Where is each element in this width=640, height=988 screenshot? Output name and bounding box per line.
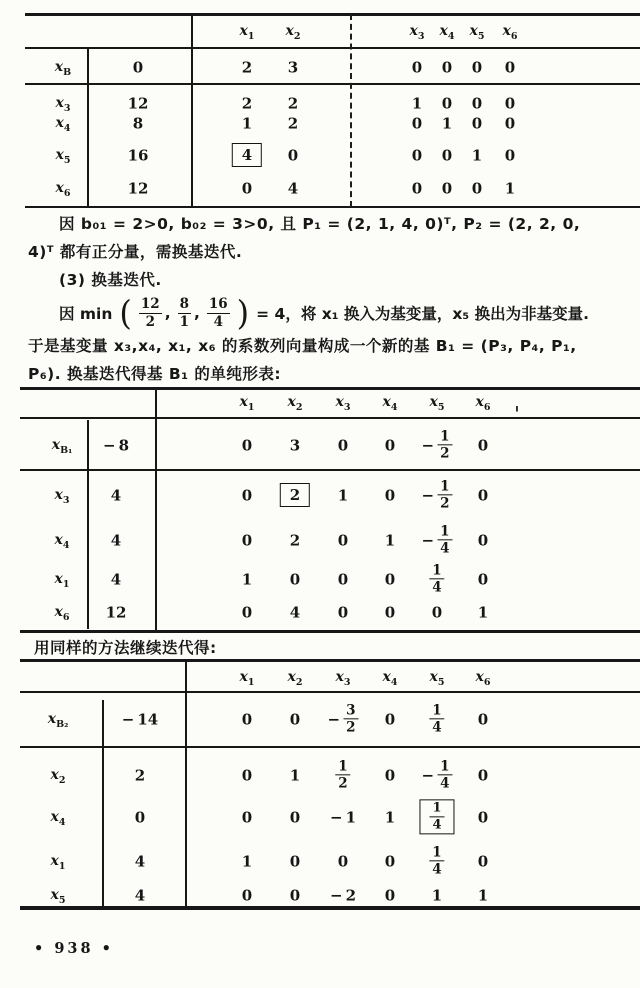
table-rule bbox=[185, 660, 188, 908]
row-value: 4 bbox=[134, 852, 146, 871]
table-cell: − 1 bbox=[329, 808, 357, 827]
table-cell: 0 bbox=[441, 146, 453, 165]
row-value: 12 bbox=[127, 94, 149, 113]
row-value: 4 bbox=[110, 570, 122, 589]
table-cell: − $\frac{3}{2}$ bbox=[328, 703, 359, 734]
table-cell: 0 bbox=[411, 58, 423, 77]
table-cell: 0 bbox=[477, 486, 489, 505]
row-label: $x_{B_1}$ bbox=[51, 436, 73, 457]
table-cell: 0 bbox=[289, 808, 301, 827]
table-cell: 0 bbox=[441, 58, 453, 77]
column-header: $x_4$ bbox=[439, 22, 455, 43]
table-cell: 0 bbox=[241, 531, 253, 550]
ratio-12-2: 12 2 bbox=[140, 296, 160, 330]
pivot-box: $\frac{1}{4}$ bbox=[419, 799, 454, 834]
table-cell: 1 bbox=[241, 570, 253, 589]
table-cell: 0 bbox=[384, 766, 396, 785]
row-value: 0 bbox=[134, 808, 146, 827]
column-header: $x_5$ bbox=[429, 668, 445, 689]
table-cell: 0 bbox=[471, 179, 483, 198]
table-cell: 1 bbox=[504, 179, 516, 198]
table-cell: 0 bbox=[504, 146, 516, 165]
table-cell: 0 bbox=[477, 531, 489, 550]
para-positive-components-line1: 因 b₀₁ = 2>0, b₀₂ = 3>0, 且 P₁ = (2, 1, 4, 0)ᵀ, P₂ = (2, 2, 0, bbox=[59, 215, 581, 233]
row-label: $x_5$ bbox=[50, 886, 66, 907]
column-header: $x_3$ bbox=[409, 22, 425, 43]
table-cell: 0 bbox=[411, 114, 423, 133]
table-cell: 0 bbox=[384, 570, 396, 589]
column-header: $x_4$ bbox=[382, 393, 398, 414]
table-cell: 0 bbox=[477, 808, 489, 827]
table-cell: 0 bbox=[241, 179, 253, 198]
table-cell: 0 bbox=[504, 114, 516, 133]
row-label: $x_3$ bbox=[55, 94, 71, 115]
row-value: 0 bbox=[132, 58, 144, 77]
table-cell: 0 bbox=[337, 852, 349, 871]
table-cell: 0 bbox=[241, 486, 253, 505]
step3-heading: (3) 换基迭代. bbox=[59, 271, 162, 289]
table-cell: $\frac{1}{4}$ bbox=[429, 703, 444, 734]
table-cell: 0 bbox=[241, 436, 253, 455]
row-value: 12 bbox=[105, 603, 127, 622]
table-rule bbox=[20, 906, 640, 910]
column-header: $x_5$ bbox=[429, 393, 445, 414]
table-cell: 0 bbox=[241, 766, 253, 785]
row-value: 4 bbox=[110, 531, 122, 550]
row-label: $x_4$ bbox=[50, 808, 66, 829]
continue-iteration-line: 用同样的方法继续迭代得: bbox=[34, 639, 217, 657]
table-cell: 2 bbox=[289, 531, 301, 550]
column-header: $x_4$ bbox=[382, 668, 398, 689]
table-rule bbox=[20, 691, 640, 693]
row-value: − 14 bbox=[121, 710, 159, 729]
table-cell: 3 bbox=[289, 436, 301, 455]
para-new-basis-line1: 于是基变量 x₃,x₄, x₁, x₆ 的系数列向量构成一个新的基 B₁ = (P₃, P₄, P₁, bbox=[28, 337, 577, 355]
table-cell: 0 bbox=[337, 531, 349, 550]
column-header: $x_1$ bbox=[239, 668, 255, 689]
table-rule bbox=[102, 700, 104, 906]
table-cell: − $\frac{1}{4}$ bbox=[422, 524, 453, 555]
pivot-box: 2 bbox=[280, 483, 310, 507]
para-positive-components-line2: 4)ᵀ 都有正分量，需换基迭代. bbox=[28, 243, 243, 261]
table-cell: 1 bbox=[289, 766, 301, 785]
table-cell: 0 bbox=[241, 603, 253, 622]
row-label: $x_3$ bbox=[54, 486, 70, 507]
row-label: $x_2$ bbox=[50, 766, 66, 787]
table-cell: 0 bbox=[241, 808, 253, 827]
table-cell: $\frac{1}{4}$ bbox=[429, 845, 444, 876]
table-cell: 0 bbox=[384, 886, 396, 905]
table-cell: 0 bbox=[477, 710, 489, 729]
table-cell: 1 bbox=[241, 114, 253, 133]
table-cell: 0 bbox=[477, 436, 489, 455]
table-cell: 0 bbox=[289, 710, 301, 729]
row-value: 4 bbox=[110, 486, 122, 505]
table-cell: 2 bbox=[287, 94, 299, 113]
table-cell: 0 bbox=[431, 603, 443, 622]
table-cell: 1 bbox=[441, 114, 453, 133]
table-cell: 0 bbox=[477, 852, 489, 871]
column-header: $x_2$ bbox=[287, 668, 303, 689]
row-value: 2 bbox=[134, 766, 146, 785]
table-cell bbox=[419, 799, 454, 834]
table-rule bbox=[20, 746, 640, 748]
table-cell: 0 bbox=[441, 179, 453, 198]
table-cell: 0 bbox=[411, 146, 423, 165]
table-cell: 4 bbox=[289, 603, 301, 622]
table-cell: 2 bbox=[241, 58, 253, 77]
table-cell: 0 bbox=[337, 436, 349, 455]
table-cell: 0 bbox=[504, 58, 516, 77]
table-cell: 2 bbox=[241, 94, 253, 113]
open-paren: ( bbox=[119, 293, 132, 333]
table-cell: − 2 bbox=[329, 886, 357, 905]
table-cell: − $\frac{1}{2}$ bbox=[422, 479, 453, 510]
column-header: $x_2$ bbox=[287, 393, 303, 414]
table-cell: − $\frac{1}{4}$ bbox=[422, 759, 453, 790]
row-label: $x_4$ bbox=[55, 114, 71, 135]
table-cell: 0 bbox=[384, 486, 396, 505]
table-rule bbox=[20, 659, 640, 662]
column-header: $x_1$ bbox=[239, 22, 255, 43]
row-label: $x_6$ bbox=[54, 603, 70, 624]
table-cell: 4 bbox=[287, 179, 299, 198]
row-value: 4 bbox=[134, 886, 146, 905]
table-cell: 0 bbox=[289, 886, 301, 905]
table-cell: 1 bbox=[241, 852, 253, 871]
table-cell: 0 bbox=[241, 710, 253, 729]
table-cell: 0 bbox=[337, 603, 349, 622]
table-cell: 1 bbox=[431, 886, 443, 905]
table-cell: 0 bbox=[384, 852, 396, 871]
ratio-16-4: 16 4 bbox=[208, 296, 228, 330]
row-label: $x_B$ bbox=[54, 58, 72, 79]
row-label: $x_1$ bbox=[50, 852, 66, 873]
table-cell: 0 bbox=[241, 886, 253, 905]
table-cell: 1 bbox=[337, 486, 349, 505]
table-cell: 0 bbox=[289, 570, 301, 589]
table-cell: 1 bbox=[384, 808, 396, 827]
table-cell: 0 bbox=[337, 570, 349, 589]
table-cell: 0 bbox=[477, 570, 489, 589]
pivot-box: 4 bbox=[232, 143, 262, 167]
table-cell: $\frac{1}{2}$ bbox=[335, 759, 350, 790]
table-cell: 2 bbox=[287, 114, 299, 133]
column-header: $x_1$ bbox=[239, 393, 255, 414]
min-prefix: 因 min bbox=[59, 305, 113, 323]
row-label: $x_5$ bbox=[55, 146, 71, 167]
table-cell: 0 bbox=[384, 710, 396, 729]
comma: , bbox=[164, 304, 171, 322]
table-cell: 0 bbox=[471, 58, 483, 77]
comma: , bbox=[193, 304, 200, 322]
table-cell: 0 bbox=[289, 852, 301, 871]
print-artifact: ı bbox=[515, 403, 519, 415]
para-new-basis-line2: P₆). 换基迭代得基 B₁ 的单纯形表: bbox=[28, 365, 282, 383]
row-value: − 8 bbox=[102, 436, 130, 455]
min-suffix: = 4，将 x₁ 换入为基变量，x₅ 换出为非基变量. bbox=[256, 305, 589, 323]
row-label: $x_1$ bbox=[54, 570, 70, 591]
table-cell: 1 bbox=[477, 886, 489, 905]
table-cell: 0 bbox=[471, 94, 483, 113]
column-header: $x_6$ bbox=[502, 22, 518, 43]
column-header: $x_3$ bbox=[335, 393, 351, 414]
table-cell: 3 bbox=[287, 58, 299, 77]
column-header: $x_2$ bbox=[285, 22, 301, 43]
table-cell: 0 bbox=[477, 766, 489, 785]
row-label: $x_{B_2}$ bbox=[47, 710, 69, 731]
table-cell: 1 bbox=[477, 603, 489, 622]
table-cell: 0 bbox=[411, 179, 423, 198]
table-cell: − $\frac{1}{2}$ bbox=[422, 429, 453, 460]
table-cell: 0 bbox=[471, 114, 483, 133]
min-ratio-line bbox=[59, 292, 589, 334]
page-number: • 938 • bbox=[34, 940, 114, 957]
row-label: $x_6$ bbox=[55, 179, 71, 200]
close-paren: ) bbox=[236, 293, 250, 333]
table-cell: 0 bbox=[504, 94, 516, 113]
ratio-8-1: 8 1 bbox=[179, 296, 189, 330]
column-header: $x_6$ bbox=[475, 668, 491, 689]
table-cell: 1 bbox=[411, 94, 423, 113]
table-cell: 0 bbox=[287, 146, 299, 165]
row-label: $x_4$ bbox=[54, 531, 70, 552]
column-header: $x_6$ bbox=[475, 393, 491, 414]
table-cell: 0 bbox=[441, 94, 453, 113]
column-header: $x_3$ bbox=[335, 668, 351, 689]
row-value: 8 bbox=[132, 114, 144, 133]
table-cell: 0 bbox=[384, 436, 396, 455]
table-cell: 0 bbox=[384, 603, 396, 622]
table-cell: $\frac{1}{4}$ bbox=[429, 563, 444, 594]
table-cell: 1 bbox=[471, 146, 483, 165]
column-header: $x_5$ bbox=[469, 22, 485, 43]
row-value: 12 bbox=[127, 179, 149, 198]
row-value: 16 bbox=[127, 146, 149, 165]
table-cell: 1 bbox=[384, 531, 396, 550]
